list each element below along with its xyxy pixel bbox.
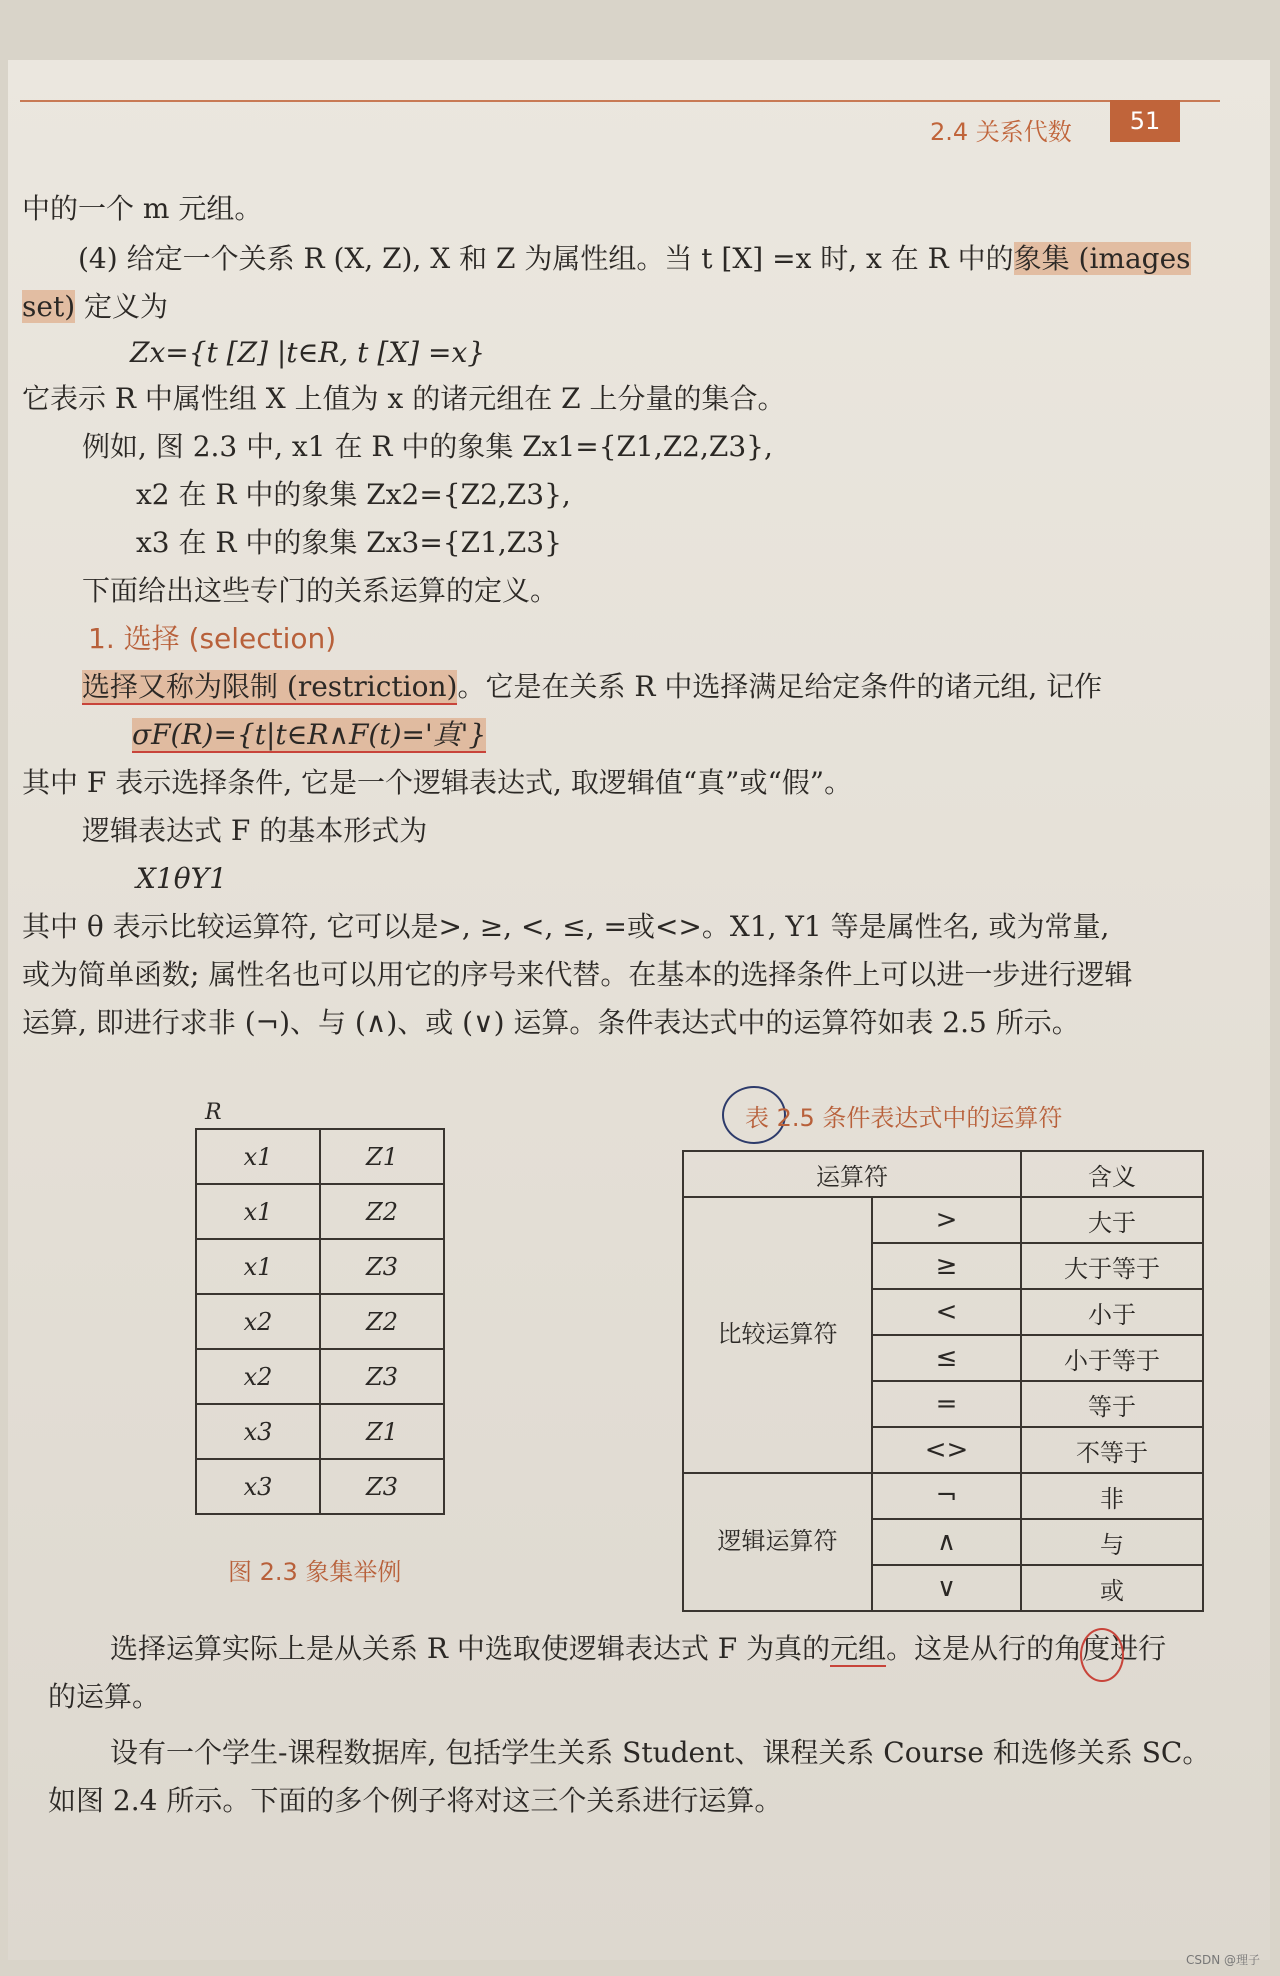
page-number: 51	[1110, 100, 1180, 142]
watermark: CSDN @理子	[1185, 1953, 1260, 1967]
operator-meaning: 大于	[1021, 1197, 1203, 1243]
text: (4) 给定一个关系 R (X, Z), X 和 Z 为属性组。当 t [X] =x 时, x 在 R 中的	[78, 242, 1014, 275]
paragraph-line	[78, 242, 1191, 276]
operator-meaning: 不等于	[1021, 1427, 1203, 1473]
operator-table	[682, 1150, 1204, 1612]
paragraph-line	[82, 670, 1102, 704]
operator-meaning: 等于	[1021, 1381, 1203, 1427]
paragraph-line: 下面给出这些专门的关系运算的定义。	[82, 574, 559, 607]
operator-meaning: 与	[1021, 1519, 1203, 1565]
highlighted-term: set)	[22, 290, 76, 323]
relation-cell-z: Z3	[320, 1239, 444, 1294]
paragraph-line: 其中 θ 表示比较运算符, 它可以是>, ≥, <, ≤, =或<>。X1, Y1 等是属性名, 或为常量,	[22, 910, 1110, 943]
operator-table-header-row	[683, 1151, 1203, 1197]
paragraph-line: 它表示 R 中属性组 X 上值为 x 的诸元组在 Z 上分量的集合。	[22, 382, 786, 415]
operator-meaning: 非	[1021, 1473, 1203, 1519]
underlined-term: 元组	[830, 1632, 887, 1665]
highlighted-term: 选择又称为限制 (restriction)	[82, 670, 458, 703]
relation-row	[196, 1459, 444, 1514]
relation-cell-z: Z3	[320, 1349, 444, 1404]
text: 。这是从行的角度进行	[886, 1632, 1167, 1665]
relation-row	[196, 1239, 444, 1294]
paragraph-line: x2 在 R 中的象集 Zx2={Z2,Z3},	[136, 478, 571, 511]
operator-group-label: 逻辑运算符	[683, 1473, 872, 1611]
paragraph-line: 如图 2.4 所示。下面的多个例子将对这三个关系进行运算。	[48, 1784, 783, 1817]
relation-cell-z: Z1	[320, 1404, 444, 1459]
paragraph-line	[22, 290, 168, 324]
operator-meaning: 大于等于	[1021, 1243, 1203, 1289]
relation-cell-x: x3	[196, 1404, 320, 1459]
formula: Zx={t [Z] |t∈R, t [X] =x}	[130, 336, 486, 369]
operator-row	[683, 1197, 1203, 1243]
relation-row	[196, 1404, 444, 1459]
paragraph-line	[110, 1632, 1166, 1666]
highlighted-formula: σF(R)={t|t∈R∧F(t)='真'}	[132, 718, 487, 751]
text: 。它是在关系 R 中选择满足给定条件的诸元组, 记作	[457, 670, 1103, 703]
paragraph-line: 运算, 即进行求非 (¬)、与 (∧)、或 (∨) 运算。条件表达式中的运算符如表 2.5 所示。	[22, 1006, 1080, 1039]
operator-symbol: <>	[872, 1427, 1021, 1473]
operator-group-label: 比较运算符	[683, 1197, 872, 1473]
operator-symbol: <	[872, 1289, 1021, 1335]
operator-meaning: 小于等于	[1021, 1335, 1203, 1381]
operator-symbol: =	[872, 1381, 1021, 1427]
operator-symbol: >	[872, 1197, 1021, 1243]
text: 定义为	[75, 290, 169, 323]
section-heading: 1. 选择 (selection)	[88, 622, 337, 655]
paragraph-line: 例如, 图 2.3 中, x1 在 R 中的象集 Zx1={Z1,Z2,Z3},	[82, 430, 773, 463]
operator-row	[683, 1473, 1203, 1519]
relation-row	[196, 1129, 444, 1184]
relation-cell-x: x2	[196, 1349, 320, 1404]
paragraph-line: 的运算。	[48, 1680, 161, 1713]
relation-cell-x: x3	[196, 1459, 320, 1514]
relation-row	[196, 1184, 444, 1239]
formula: X1θY1	[136, 862, 227, 895]
paragraph-line: 逻辑表达式 F 的基本形式为	[82, 814, 428, 847]
relation-cell-x: x1	[196, 1184, 320, 1239]
relation-cell-x: x1	[196, 1239, 320, 1294]
paragraph-line: 其中 F 表示选择条件, 它是一个逻辑表达式, 取逻辑值“真”或“假”。	[22, 766, 853, 799]
table-caption: 表 2.5 条件表达式中的运算符	[745, 1104, 1063, 1132]
paragraph-line: x3 在 R 中的象集 Zx3={Z1,Z3}	[136, 526, 562, 559]
operator-meaning: 或	[1021, 1565, 1203, 1611]
paragraph-line: 设有一个学生-课程数据库, 包括学生关系 Student、课程关系 Course 和选修关系 SC。	[110, 1736, 1211, 1769]
relation-cell-z: Z3	[320, 1459, 444, 1514]
header-meaning: 含义	[1021, 1151, 1203, 1197]
paragraph-line: 或为简单函数; 属性名也可以用它的序号来代替。在基本的选择条件上可以进一步进行逻辑	[22, 958, 1133, 991]
paragraph-line: 中的一个 m 元组。	[22, 192, 263, 225]
relation-row	[196, 1294, 444, 1349]
operator-symbol: ∨	[872, 1565, 1021, 1611]
operator-symbol: ≤	[872, 1335, 1021, 1381]
relation-cell-z: Z2	[320, 1294, 444, 1349]
relation-label: R	[205, 1100, 222, 1125]
formula	[132, 718, 486, 752]
relation-table	[195, 1128, 445, 1515]
header-operator: 运算符	[683, 1151, 1021, 1197]
operator-symbol: ∧	[872, 1519, 1021, 1565]
relation-cell-x: x2	[196, 1294, 320, 1349]
pen-circle-annotation	[1080, 1628, 1124, 1682]
relation-cell-z: Z1	[320, 1129, 444, 1184]
relation-cell-z: Z2	[320, 1184, 444, 1239]
operator-symbol: ¬	[872, 1473, 1021, 1519]
text: 选择运算实际上是从关系 R 中选取使逻辑表达式 F 为真的	[110, 1632, 831, 1665]
figure-caption: 图 2.3 象集举例	[228, 1558, 402, 1586]
header-rule	[20, 100, 1220, 102]
running-header: 2.4 关系代数	[930, 118, 1072, 146]
relation-cell-x: x1	[196, 1129, 320, 1184]
relation-row	[196, 1349, 444, 1404]
operator-meaning: 小于	[1021, 1289, 1203, 1335]
highlighted-term: 象集 (images	[1013, 242, 1191, 275]
operator-symbol: ≥	[872, 1243, 1021, 1289]
